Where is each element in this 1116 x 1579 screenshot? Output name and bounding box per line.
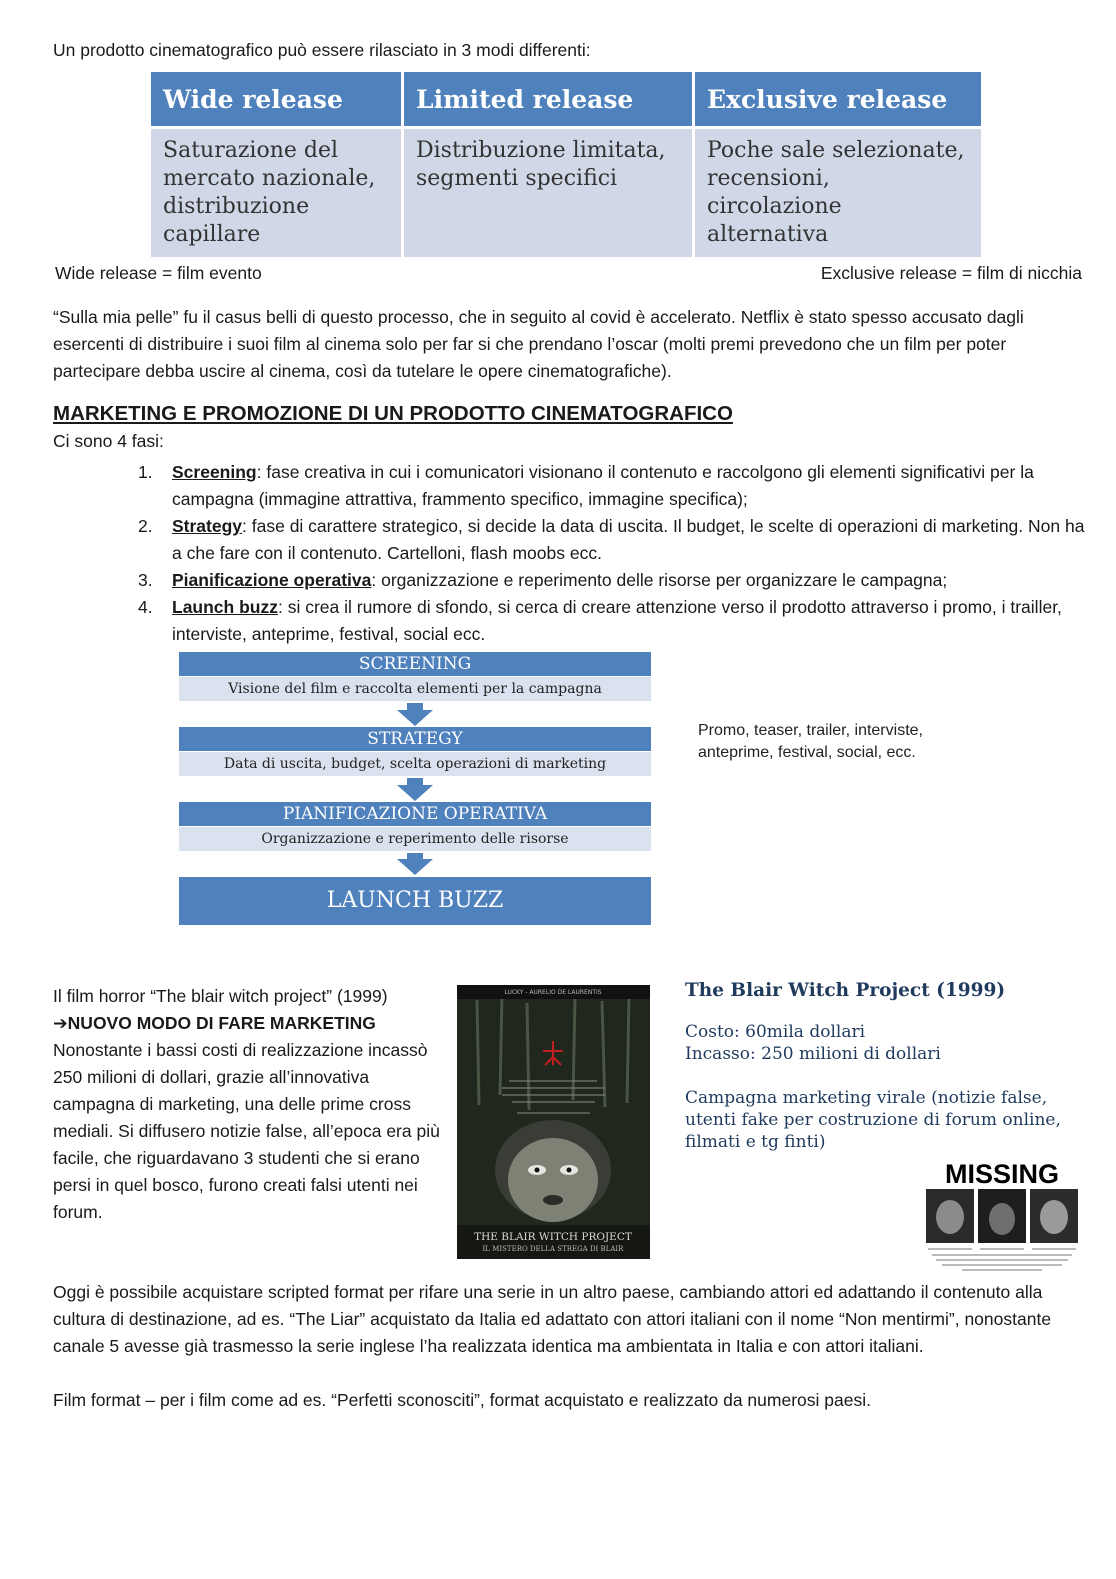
down-arrow-icon xyxy=(397,859,433,875)
header-limited-release: Limited release xyxy=(404,72,692,126)
phase-keyword: Strategy xyxy=(172,516,243,536)
cell-wide-release: Saturazione del mercato nazionale, distribuzione capillare xyxy=(151,129,401,257)
blair-witch-lead xyxy=(53,1010,443,1037)
facts-campaign: Campagna marketing virale (notizie false, utenti fake per costruzione di forum online, filmati e tg finti) xyxy=(685,1088,1061,1152)
caption-exclusive: Exclusive release = film di nicchia xyxy=(820,263,1082,283)
cell-exclusive-release: Poche sale selezionate, recensioni, circolazione alternativa xyxy=(695,129,981,257)
flow-screening-title: SCREENING xyxy=(179,652,651,676)
missing-poster xyxy=(922,1155,1082,1273)
list-number: 4. xyxy=(138,597,153,617)
down-arrow-icon xyxy=(397,785,433,801)
flow-planning-title: PIANIFICAZIONE OPERATIVA xyxy=(179,802,651,826)
paragraph-scripted-format: Oggi è possibile acquistare scripted format per rifare una serie in un altro paese, cambiando attori ed adattando il contenuto alla cultura di destinazione, ad es. “The Liar” acquistato da Italia ed adattato con attori italiani con il nome “Non mentirmi”, nonostante canale 5 avesse già trasmesso la serie inglese l’ha realizzata identica ma ambientata in Italia e con attori italiani. xyxy=(53,1282,1052,1356)
poster-title: THE BLAIR WITCH PROJECT xyxy=(474,1231,632,1243)
down-arrow-icon xyxy=(397,710,433,726)
arrow-right-icon: ➔ xyxy=(53,1013,68,1033)
facts-cost: Costo: 60mila dollari xyxy=(685,1022,866,1042)
flow-launch-buzz: LAUNCH BUZZ xyxy=(179,877,651,925)
phase-text: : fase creativa in cui i comunicatori visionano il contenuto e raccolgono gli elementi significativi per la campagna (immagine attrattiva, frammento specifico, immagine specifica); xyxy=(172,462,1034,509)
phases-list xyxy=(138,459,1088,648)
poster-subtitle: IL MISTERO DELLA STREGA DI BLAIR xyxy=(482,1245,624,1253)
header-wide-release: Wide release xyxy=(151,72,401,126)
paragraph-film-format: Film format – per i film come ad es. “Perfetti sconosciti”, format acquistato e realizzato da numerosi paesi. xyxy=(53,1390,871,1410)
missing-heading: MISSING xyxy=(944,1159,1060,1189)
phase-keyword: Screening xyxy=(172,462,257,482)
list-number: 2. xyxy=(138,516,153,536)
list-item xyxy=(138,594,1088,648)
poster-image xyxy=(457,985,650,1259)
phase-text: : organizzazione e reperimento delle risorse per organizzare le campagna; xyxy=(371,570,948,590)
marketing-flow-diagram xyxy=(179,652,651,927)
section-subtitle: Ci sono 4 fasi: xyxy=(53,431,164,451)
blair-witch-poster xyxy=(457,985,650,1259)
blair-witch-text xyxy=(53,983,443,1226)
blair-witch-body: Nonostante i bassi costi di realizzazione incassò 250 milioni di dollari, grazie all’innovativa campagna di marketing, una delle prime cross mediali. Si diffusero notizie false, all’epoca era più facile, che riguardavano 3 studenti che si erano persi in quel bosco, furono creati falsi utenti nei forum. xyxy=(53,1040,440,1222)
phase-text: : fase di carattere strategico, si decide la data di uscita. Il budget, le scelte di operazioni di marketing. Non ha a che fare con il contenuto. Cartelloni, flash moobs ecc. xyxy=(172,516,1085,563)
flow-strategy-title: STRATEGY xyxy=(179,727,651,751)
facts-title: The Blair Witch Project (1999) xyxy=(685,980,1006,1001)
list-item xyxy=(138,567,1088,594)
lead-text: NUOVO MODO DI FARE MARKETING xyxy=(67,1013,376,1033)
list-number: 3. xyxy=(138,570,153,590)
phase-keyword: Launch buzz xyxy=(172,597,278,617)
intro-text: Un prodotto cinematografico può essere rilasciato in 3 modi differenti: xyxy=(53,40,591,60)
header-exclusive-release: Exclusive release xyxy=(695,72,981,126)
paragraph-netflix: “Sulla mia pelle” fu il casus belli di questo processo, che in seguito al covid è accelerato. Netflix è stato spesso accusato dagli esercenti di distribuire i suoi film al cinema solo per far si che prendano l’oscar (molti premi prevedono che un film per poter partecipare debba uscire al cinema, così da tutelare le opere cinematografiche). xyxy=(53,307,1024,381)
list-number: 1. xyxy=(138,462,153,482)
flow-planning-desc: Organizzazione e reperimento delle risorse xyxy=(179,827,651,851)
list-item xyxy=(138,459,1088,513)
phase-keyword: Pianificazione operativa xyxy=(172,570,372,590)
blair-witch-facts xyxy=(685,980,1095,1153)
blair-witch-intro: Il film horror “The blair witch project” (1999) xyxy=(53,986,388,1006)
cell-limited-release: Distribuzione limitata, segmenti specifici xyxy=(404,129,692,257)
flow-strategy-desc: Data di uscita, budget, scelta operazioni di marketing xyxy=(179,752,651,776)
list-item xyxy=(138,513,1088,567)
release-table xyxy=(148,69,984,260)
phase-text: : si crea il rumore di sfondo, si cerca di creare attenzione verso il prodotto attraverso i promo, i trailler, interviste, anteprime, festival, social ecc. xyxy=(172,597,1062,644)
missing-poster-image xyxy=(922,1155,1082,1273)
poster-top-text: LUCKY - AURELIO DE LAURENTIS xyxy=(504,989,602,996)
promo-note: Promo, teaser, trailer, interviste, anteprime, festival, social, ecc. xyxy=(698,722,923,761)
flow-screening-desc: Visione del film e raccolta elementi per la campagna xyxy=(179,677,651,701)
caption-wide: Wide release = film evento xyxy=(55,263,262,283)
facts-revenue: Incasso: 250 milioni di dollari xyxy=(685,1044,941,1064)
section-title: MARKETING E PROMOZIONE DI UN PRODOTTO CINEMATOGRAFICO xyxy=(53,402,733,425)
